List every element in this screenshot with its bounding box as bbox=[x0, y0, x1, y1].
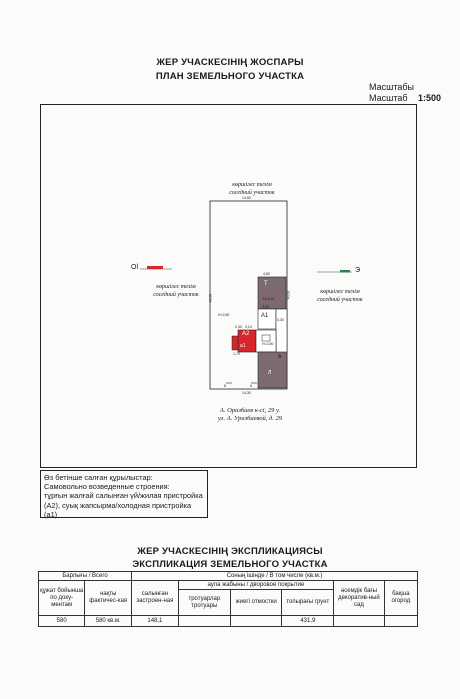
col-sidewalks: тротуарлар тротуары bbox=[178, 590, 230, 616]
neighbor-top: көршілес телім соседний участок bbox=[229, 182, 275, 196]
scale-value: 1:500 bbox=[418, 93, 442, 103]
explication-table bbox=[38, 571, 418, 627]
explication-title-ru: ЭКСПЛИКАЦИЯ ЗЕМЕЛЬНОГО УЧАСТКА bbox=[132, 559, 328, 570]
table-row bbox=[39, 616, 418, 627]
col-garden2: бақша огород bbox=[384, 581, 417, 616]
dim-small-1: 4,80 bbox=[263, 272, 270, 276]
h-mark-1: H=2,60 bbox=[218, 313, 230, 317]
building-annex bbox=[276, 309, 287, 353]
compass-left-marker bbox=[147, 266, 163, 269]
col-blind-area: жиегі отмостки bbox=[230, 590, 282, 616]
cell-garden bbox=[334, 616, 384, 627]
unauthorized-buildings-note bbox=[40, 470, 208, 518]
plan-title-ru: ПЛАН ЗЕМЕЛЬНОГО УЧАСТКА bbox=[155, 71, 305, 82]
cell-sidewalks bbox=[178, 616, 230, 627]
compass-right-marker bbox=[340, 270, 350, 273]
col-built: салынған застроен-ная bbox=[132, 581, 179, 616]
dim-bottom: 14,30 bbox=[242, 391, 251, 395]
note-line-2: Самовольно возведенные строения: bbox=[44, 482, 170, 492]
dim-small-2: 3,20 bbox=[262, 305, 269, 309]
dim-small-5: 2,30 bbox=[235, 325, 242, 329]
h-mark-2: H=3,10 bbox=[263, 297, 275, 301]
compass-left-label: Ol bbox=[131, 264, 138, 271]
building-label-a1: А1 bbox=[261, 313, 269, 319]
neighbor-right: көршілес телім соседний участок bbox=[317, 289, 363, 303]
note-line-1: Өз бетінше салған құрылыстар: bbox=[44, 473, 153, 482]
dim-right: 40,00 bbox=[286, 290, 291, 300]
bottom-mark-1: 8 bbox=[224, 384, 226, 388]
building-a1 bbox=[258, 309, 276, 329]
note-line-3: тұрғын жалғай салынған үй/жилая пристройка bbox=[44, 491, 203, 501]
building-label-t: Т bbox=[264, 281, 268, 287]
scale-label-kz: Масштабы bbox=[369, 82, 414, 92]
head-yard: аула жабыны / дворовое покрытие bbox=[178, 581, 334, 590]
dim-small-6: 3,10 bbox=[245, 325, 252, 329]
note-line-4: (А2), суық жапсырма/холодная пристройка (а1) bbox=[44, 500, 192, 519]
cell-actual: 580 кв.м. bbox=[85, 616, 132, 627]
col-garden: әсемдік бағы декоратив-ный сад bbox=[334, 581, 384, 616]
col-by-docs: құжат бойынша по доку-ментам bbox=[39, 581, 85, 616]
neighbor-left: көршілес телім соседний участок bbox=[153, 284, 199, 298]
cell-soil: 431,9 bbox=[282, 616, 334, 627]
head-total: Барлығы / Всего bbox=[39, 572, 132, 581]
explication-title-kz: ЖЕР УЧАСКЕСІНІҢ ЭКСПЛИКАЦИЯСЫ bbox=[137, 546, 323, 557]
building-a bbox=[258, 352, 287, 388]
building-label-a2: А2 bbox=[242, 331, 250, 337]
h-mark-3: H=2,60 bbox=[262, 342, 274, 346]
col-actual: нақты фактичес-кая bbox=[85, 581, 132, 616]
dim-top: 14,50 bbox=[242, 196, 251, 200]
building-label-l: Л bbox=[268, 370, 272, 376]
scale-label-ru: Масштаб bbox=[369, 93, 408, 103]
building-label-a1-cold: а1 bbox=[240, 343, 246, 349]
cell-built: 148,1 bbox=[132, 616, 179, 627]
dim-small-4: 1,70 bbox=[233, 352, 240, 356]
dim-small-3: 3,30 bbox=[277, 318, 284, 322]
plan-title-kz: ЖЕР УЧАСКЕСІНІҢ ЖОСПАРЫ bbox=[156, 57, 304, 68]
building-a1-cold bbox=[232, 336, 238, 350]
head-in-it: Соның ішінде / В том числе (кв.м.) bbox=[132, 572, 418, 581]
compass-right-label: Э bbox=[355, 267, 361, 274]
cell-by-docs: 580 bbox=[39, 616, 85, 627]
col-soil: топырағы грунт bbox=[282, 590, 334, 616]
cell-blind-area bbox=[230, 616, 282, 627]
address: А. Оразбаев к-сі, 29 у. ул. А. Уразбаевой, д. 29 bbox=[217, 407, 283, 422]
dim-left: 40,00 bbox=[208, 293, 213, 303]
cell-garden2 bbox=[384, 616, 417, 627]
building-label-a: А bbox=[278, 354, 282, 360]
bottom-mark-2: 6 bbox=[250, 384, 252, 388]
